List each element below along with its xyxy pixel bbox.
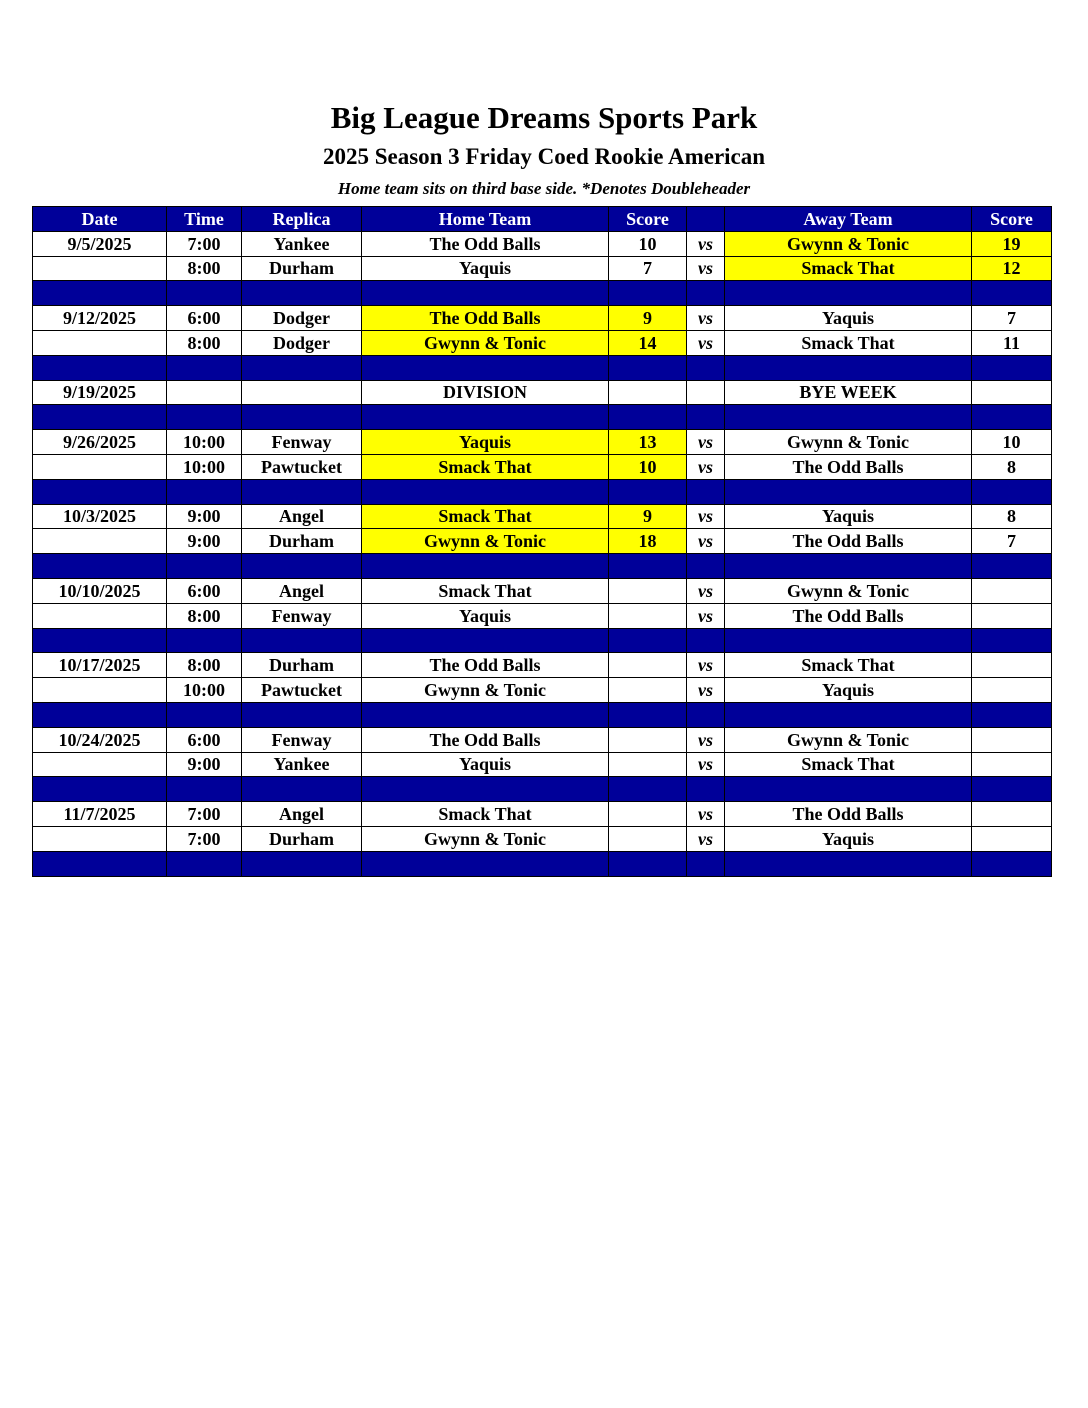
separator-cell (972, 777, 1052, 802)
away-team: The Odd Balls (725, 454, 972, 479)
home-team: Gwynn & Tonic (362, 826, 609, 851)
game-row (33, 256, 1052, 281)
replica-field: Pawtucket (242, 678, 362, 703)
week-separator-row (33, 281, 1052, 306)
replica-field: Durham (242, 256, 362, 281)
separator-cell (725, 554, 972, 579)
home-score: 10 (609, 454, 687, 479)
vs-label: vs (687, 678, 725, 703)
away-team: Smack That (725, 330, 972, 355)
separator-cell (362, 554, 609, 579)
away-score: 7 (972, 529, 1052, 554)
separator-cell (362, 405, 609, 430)
separator-cell (687, 628, 725, 653)
separator-cell (972, 554, 1052, 579)
home-score (609, 727, 687, 752)
separator-cell (33, 281, 167, 306)
game-time: 10:00 (167, 430, 242, 455)
separator-cell (33, 851, 167, 876)
home-score: 7 (609, 256, 687, 281)
separator-cell (242, 554, 362, 579)
home-score (609, 380, 687, 405)
away-score (972, 727, 1052, 752)
col-time-header: Time (167, 207, 242, 232)
week-separator-row (33, 777, 1052, 802)
game-date: 9/19/2025 (33, 380, 167, 405)
separator-cell (725, 702, 972, 727)
game-time: 8:00 (167, 653, 242, 678)
away-score: 12 (972, 256, 1052, 281)
separator-cell (725, 777, 972, 802)
vs-label: vs (687, 330, 725, 355)
game-time: 9:00 (167, 504, 242, 529)
separator-cell (167, 851, 242, 876)
separator-cell (725, 355, 972, 380)
away-score: 11 (972, 330, 1052, 355)
home-team: The Odd Balls (362, 727, 609, 752)
vs-label: vs (687, 454, 725, 479)
game-row (33, 653, 1052, 678)
game-date (33, 454, 167, 479)
home-team: Smack That (362, 454, 609, 479)
vs-label: vs (687, 802, 725, 827)
home-team: Gwynn & Tonic (362, 678, 609, 703)
away-team: Gwynn & Tonic (725, 231, 972, 256)
separator-cell (362, 851, 609, 876)
away-score: 10 (972, 430, 1052, 455)
home-score (609, 653, 687, 678)
away-score (972, 678, 1052, 703)
game-row (33, 752, 1052, 777)
game-row (33, 802, 1052, 827)
home-score (609, 603, 687, 628)
game-time: 8:00 (167, 330, 242, 355)
schedule-body (33, 231, 1052, 876)
replica-field: Angel (242, 578, 362, 603)
game-date: 9/26/2025 (33, 430, 167, 455)
game-row (33, 826, 1052, 851)
col-replica-header: Replica (242, 207, 362, 232)
game-date: 9/12/2025 (33, 306, 167, 331)
separator-cell (362, 777, 609, 802)
home-team: The Odd Balls (362, 306, 609, 331)
home-team: Gwynn & Tonic (362, 330, 609, 355)
game-time: 10:00 (167, 454, 242, 479)
replica-field: Durham (242, 529, 362, 554)
separator-cell (167, 777, 242, 802)
away-team: BYE WEEK (725, 380, 972, 405)
vs-label: vs (687, 603, 725, 628)
vs-label (687, 380, 725, 405)
separator-cell (972, 628, 1052, 653)
separator-cell (972, 405, 1052, 430)
game-row (33, 306, 1052, 331)
game-time: 6:00 (167, 727, 242, 752)
home-score: 9 (609, 306, 687, 331)
replica-field: Dodger (242, 306, 362, 331)
separator-cell (725, 628, 972, 653)
game-row (33, 678, 1052, 703)
separator-cell (242, 777, 362, 802)
replica-field: Angel (242, 802, 362, 827)
game-row (33, 529, 1052, 554)
game-time: 9:00 (167, 529, 242, 554)
separator-cell (242, 405, 362, 430)
away-score: 8 (972, 504, 1052, 529)
away-team: Smack That (725, 752, 972, 777)
week-separator-row (33, 554, 1052, 579)
separator-cell (609, 554, 687, 579)
away-score (972, 380, 1052, 405)
separator-cell (972, 479, 1052, 504)
game-time: 8:00 (167, 256, 242, 281)
separator-cell (33, 355, 167, 380)
separator-cell (609, 851, 687, 876)
replica-field (242, 380, 362, 405)
home-score: 13 (609, 430, 687, 455)
col-home-team-header: Home Team (362, 207, 609, 232)
home-team: Gwynn & Tonic (362, 529, 609, 554)
game-date (33, 256, 167, 281)
col-date-header: Date (33, 207, 167, 232)
vs-label: vs (687, 529, 725, 554)
separator-cell (167, 628, 242, 653)
away-team: The Odd Balls (725, 529, 972, 554)
separator-cell (725, 479, 972, 504)
game-row (33, 504, 1052, 529)
game-time: 7:00 (167, 231, 242, 256)
separator-cell (687, 777, 725, 802)
game-date: 10/3/2025 (33, 504, 167, 529)
game-row (33, 231, 1052, 256)
separator-cell (167, 355, 242, 380)
separator-cell (242, 628, 362, 653)
separator-cell (687, 405, 725, 430)
replica-field: Fenway (242, 603, 362, 628)
game-date (33, 752, 167, 777)
separator-cell (242, 355, 362, 380)
home-score: 18 (609, 529, 687, 554)
away-score (972, 802, 1052, 827)
away-score: 7 (972, 306, 1052, 331)
week-separator-row (33, 628, 1052, 653)
replica-field: Yankee (242, 752, 362, 777)
away-team: Yaquis (725, 504, 972, 529)
home-team: Smack That (362, 504, 609, 529)
separator-cell (687, 281, 725, 306)
separator-cell (242, 479, 362, 504)
vs-label: vs (687, 430, 725, 455)
vs-label: vs (687, 256, 725, 281)
game-date (33, 826, 167, 851)
separator-cell (242, 702, 362, 727)
away-team: Smack That (725, 653, 972, 678)
separator-cell (33, 702, 167, 727)
week-separator-row (33, 851, 1052, 876)
separator-cell (362, 355, 609, 380)
game-time: 9:00 (167, 752, 242, 777)
home-team: DIVISION (362, 380, 609, 405)
game-row (33, 454, 1052, 479)
home-team: Yaquis (362, 256, 609, 281)
replica-field: Durham (242, 653, 362, 678)
separator-cell (33, 405, 167, 430)
replica-field: Dodger (242, 330, 362, 355)
separator-cell (609, 281, 687, 306)
week-separator-row (33, 479, 1052, 504)
away-score (972, 752, 1052, 777)
away-team: The Odd Balls (725, 603, 972, 628)
separator-cell (609, 479, 687, 504)
away-team: Yaquis (725, 826, 972, 851)
home-score (609, 678, 687, 703)
home-score: 10 (609, 231, 687, 256)
game-time: 10:00 (167, 678, 242, 703)
away-team: Gwynn & Tonic (725, 430, 972, 455)
home-team: Yaquis (362, 752, 609, 777)
separator-cell (609, 702, 687, 727)
home-score: 9 (609, 504, 687, 529)
separator-cell (33, 628, 167, 653)
game-date (33, 330, 167, 355)
replica-field: Fenway (242, 430, 362, 455)
game-date (33, 529, 167, 554)
replica-field: Angel (242, 504, 362, 529)
separator-cell (242, 281, 362, 306)
week-separator-row (33, 355, 1052, 380)
separator-cell (725, 851, 972, 876)
separator-cell (362, 479, 609, 504)
week-separator-row (33, 702, 1052, 727)
separator-cell (362, 281, 609, 306)
season-subtitle: 2025 Season 3 Friday Coed Rookie American (322, 144, 766, 169)
game-time: 8:00 (167, 603, 242, 628)
separator-cell (687, 355, 725, 380)
vs-label: vs (687, 306, 725, 331)
separator-cell (33, 479, 167, 504)
separator-cell (972, 355, 1052, 380)
separator-cell (609, 628, 687, 653)
game-row (33, 603, 1052, 628)
game-row (33, 727, 1052, 752)
home-team: The Odd Balls (362, 653, 609, 678)
game-date: 10/24/2025 (33, 727, 167, 752)
away-team: Gwynn & Tonic (725, 578, 972, 603)
away-score: 8 (972, 454, 1052, 479)
game-row (33, 430, 1052, 455)
separator-cell (972, 281, 1052, 306)
replica-field: Pawtucket (242, 454, 362, 479)
game-time: 6:00 (167, 306, 242, 331)
vs-label: vs (687, 231, 725, 256)
col-home-score-header: Score (609, 207, 687, 232)
game-time: 7:00 (167, 802, 242, 827)
separator-cell (167, 405, 242, 430)
game-date: 11/7/2025 (33, 802, 167, 827)
home-score (609, 826, 687, 851)
vs-label: vs (687, 826, 725, 851)
game-date: 10/10/2025 (33, 578, 167, 603)
separator-cell (362, 628, 609, 653)
separator-cell (687, 479, 725, 504)
vs-label: vs (687, 752, 725, 777)
away-team: Gwynn & Tonic (725, 727, 972, 752)
separator-cell (167, 702, 242, 727)
replica-field: Yankee (242, 231, 362, 256)
home-score (609, 578, 687, 603)
separator-cell (33, 554, 167, 579)
game-date: 10/17/2025 (33, 653, 167, 678)
home-team: The Odd Balls (362, 231, 609, 256)
game-date: 9/5/2025 (33, 231, 167, 256)
separator-cell (33, 777, 167, 802)
separator-cell (609, 405, 687, 430)
schedule-table (32, 206, 1052, 877)
home-team: Yaquis (362, 603, 609, 628)
vs-label: vs (687, 653, 725, 678)
week-separator-row (33, 405, 1052, 430)
separator-cell (972, 702, 1052, 727)
replica-field: Fenway (242, 727, 362, 752)
game-date (33, 678, 167, 703)
away-team: Yaquis (725, 678, 972, 703)
separator-cell (687, 554, 725, 579)
replica-field: Durham (242, 826, 362, 851)
vs-label: vs (687, 504, 725, 529)
col-away-team-header: Away Team (725, 207, 972, 232)
away-score (972, 826, 1052, 851)
separator-cell (687, 702, 725, 727)
separator-cell (609, 777, 687, 802)
vs-label: vs (687, 727, 725, 752)
separator-cell (167, 554, 242, 579)
away-score (972, 578, 1052, 603)
game-row (33, 578, 1052, 603)
away-score (972, 603, 1052, 628)
game-time: 6:00 (167, 578, 242, 603)
game-time: 7:00 (167, 826, 242, 851)
header-row (33, 207, 1052, 232)
home-team: Smack That (362, 578, 609, 603)
col-vs-header (687, 207, 725, 232)
home-score (609, 752, 687, 777)
separator-cell (362, 702, 609, 727)
separator-cell (242, 851, 362, 876)
home-score (609, 802, 687, 827)
away-score: 19 (972, 231, 1052, 256)
page-title: Big League Dreams Sports Park (330, 100, 758, 135)
away-score (972, 653, 1052, 678)
separator-cell (687, 851, 725, 876)
home-score: 14 (609, 330, 687, 355)
game-row (33, 380, 1052, 405)
separator-cell (725, 281, 972, 306)
home-team: Smack That (362, 802, 609, 827)
game-date (33, 603, 167, 628)
home-team: Yaquis (362, 430, 609, 455)
away-team: The Odd Balls (725, 802, 972, 827)
separator-cell (167, 479, 242, 504)
separator-cell (725, 405, 972, 430)
separator-cell (972, 851, 1052, 876)
separator-cell (167, 281, 242, 306)
game-time (167, 380, 242, 405)
away-team: Smack That (725, 256, 972, 281)
separator-cell (609, 355, 687, 380)
home-team-note: Home team sits on third base side. *Denotes Doubleheader (337, 179, 751, 198)
vs-label: vs (687, 578, 725, 603)
away-team: Yaquis (725, 306, 972, 331)
col-away-score-header: Score (972, 207, 1052, 232)
game-row (33, 330, 1052, 355)
